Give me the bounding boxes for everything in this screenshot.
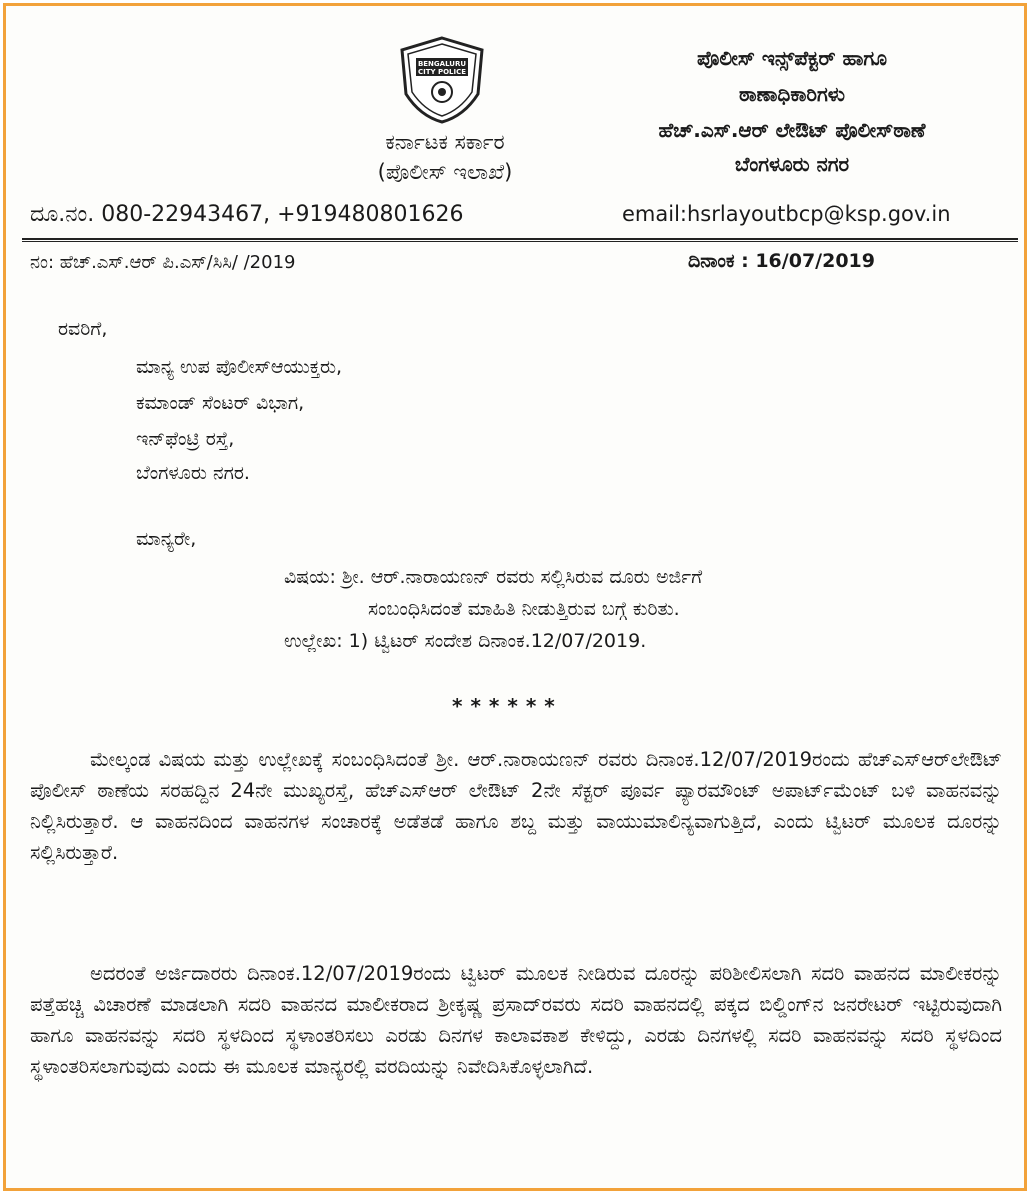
phone-numbers: ದೂ.ನಂ. 080-22943467, +919480801626 [30,202,464,227]
greeting: ಮಾನ್ಯರೇ, [136,528,197,550]
body-paragraph-1-text: ಮೇಲ್ಕಂಡ ವಿಷಯ ಮತ್ತು ಉಲ್ಲೇಖಕ್ಕೆ ಸಂಬಂಧಿಸಿದಂತೆ ಶ್ರೀ. ಆರ್.ನಾರಾಯಣನ್ ರವರು ದಿನಾಂಕ.12/07/2019ರಂದು ಹೆಚ್‌ಎಸ್‌ಆರ್‌ಲೇಔಟ್ ಪೊಲೀಸ್ ಠಾಣೆಯ ಸರಹದ್ದಿನ 24ನೇ ಮುಖ್ಯರಸ್ತೆ, ಹೆಚ್‌ಎಸ್‌ಆರ್ ಲೇಔಟ್ 2ನೇ ಸೆಕ್ಟರ್ ಪೂರ್ವ ಪ್ಯಾರಮೌಂಟ್ ಅಪಾರ್ಟ್‌ಮೆಂಟ್ ಬಳಿ ವಾಹನವನ್ನು ನಿಲ್ಲಿಸಿರುತ್ತಾರೆ. ಆ ವಾಹನದಿಂದ ವಾಹನಗಳ ಸಂಚಾರಕ್ಕೆ ಅಡೆತಡೆ ಹಾಗೂ ಶಬ್ದ ಮತ್ತು ವಾಯುಮಾಲಿನ್ಯವಾಗುತ್ತಿದೆ, ಎಂದು ಟ್ವಿಟರ್ ಮೂಲಕ ದೂರನ್ನು ಸಲ್ಲಿಸಿರುತ್ತಾರೆ. [30,748,1002,864]
header-divider [22,238,1018,240]
reference-number: ನಂ: ಹೆಚ್.ಎಸ್.ಆರ್ ಪಿ.ಎಸ್/ಸಿಸಿ/ /2019 [30,252,296,273]
police-emblem-logo [394,36,490,124]
station-name: ಹೆಚ್.ಎಸ್.ಆರ್ ಲೇಔಟ್ ಪೊಲೀಸ್‌ಠಾಣೆ [658,118,926,142]
government-name: ಕರ್ನಾಟಕ ಸರ್ಕಾರ [385,130,505,154]
recipient-line1: ಮಾನ್ಯ ಉಪ ಪೊಲೀಸ್‌ಆಯುಕ್ತರು, [136,356,343,378]
recipient-line4: ಬೆಂಗಳೂರು ನಗರ. [136,462,250,484]
letter-date: ದಿನಾಂಕ : 16/07/2019 [688,250,875,272]
department-name: (ಪೊಲೀಸ್ ಇಲಾಖೆ) [377,160,513,184]
body-paragraph-1 [30,744,1002,868]
city-name: ಬೆಂಗಳೂರು ನಗರ [734,152,850,176]
subject-reference: ಉಲ್ಲೇಖ: 1) ಟ್ವಿಟರ್ ಸಂದೇಶ ದಿನಾಂಕ.12/07/2019. [284,630,647,652]
email-address: email:hsrlayoutbcp@ksp.gov.in [622,202,951,226]
officer-subtitle: ಠಾಣಾಧಿಕಾರಿಗಳು [738,82,846,106]
officer-title: ಪೊಲೀಸ್ ಇನ್ಸ್‌ಪೆಕ್ಟರ್ ಹಾಗೂ [696,46,887,70]
header-divider-thin [22,241,1018,242]
logo-text-line1: BENGALURU [417,60,467,68]
logo-text-line2: CITY POLICE [417,68,467,76]
body-paragraph-2 [30,958,1002,1082]
recipient-line3: ಇನ್‌ಫೆಂಟ್ರಿ ರಸ್ತೆ, [136,428,235,450]
salutation-to: ರವರಿಗೆ, [58,318,108,340]
subject-line1: ವಿಷಯ: ಶ್ರೀ. ಆರ್.ನಾರಾಯಣನ್ ರವರು ಸಲ್ಲಿಸಿರುವ ದೂರು ಅರ್ಜಿಗೆ [284,566,703,588]
subject-line2: ಸಂಬಂಧಿಸಿದಂತೆ ಮಾಹಿತಿ ನೀಡುತ್ತಿರುವ ಬಗ್ಗೆ ಕುರಿತು. [368,598,680,620]
body-paragraph-2-text: ಅದರಂತೆ ಅರ್ಜಿದಾರರು ದಿನಾಂಕ.12/07/2019ರಂದು ಟ್ವಿಟರ್ ಮೂಲಕ ನೀಡಿರುವ ದೂರನ್ನು ಪರಿಶೀಲಿಸಲಾಗಿ ಸದರಿ ವಾಹನದ ಮಾಲೀಕರನ್ನು ಪತ್ತೆಹಚ್ಚಿ ವಿಚಾರಣೆ ಮಾಡಲಾಗಿ ಸದರಿ ವಾಹನದ ಮಾಲೀಕರಾದ ಶ್ರೀಕೃಷ್ಣ ಪ್ರಸಾದ್‌ರವರು ಸದರಿ ವಾಹನದಲ್ಲಿ ಪಕ್ಕದ ಬಿಲ್ಡಿಂಗ್‌ನ ಜನರೇಟರ್ ಇಟ್ಟಿರುವುದಾಗಿ ಹಾಗೂ ವಾಹನವನ್ನು ಸದರಿ ಸ್ಥಳದಿಂದ ಸ್ಥಳಾಂತರಿಸಲು ಎರಡು ದಿನಗಳ ಕಾಲಾವಕಾಶ ಕೇಳಿದ್ದು, ಎರಡು ದಿನಗಳಲ್ಲಿ ಸದರಿ ವಾಹನವನ್ನು ಸದರಿ ಸ್ಥಳದಿಂದ ಸ್ಥಳಾಂತರಿಸಲಾಗುವುದು ಎಂದು ಈ ಮೂಲಕ ಮಾನ್ಯರಲ್ಲಿ ವರದಿಯನ್ನು ನಿವೇದಿಸಿಕೊಳ್ಳಲಾಗಿದೆ. [30,962,1002,1078]
recipient-line2: ಕಮಾಂಡ್ ಸೆಂಟರ್ ವಿಭಾಗ, [136,392,305,414]
section-separator: ****** [452,694,563,718]
